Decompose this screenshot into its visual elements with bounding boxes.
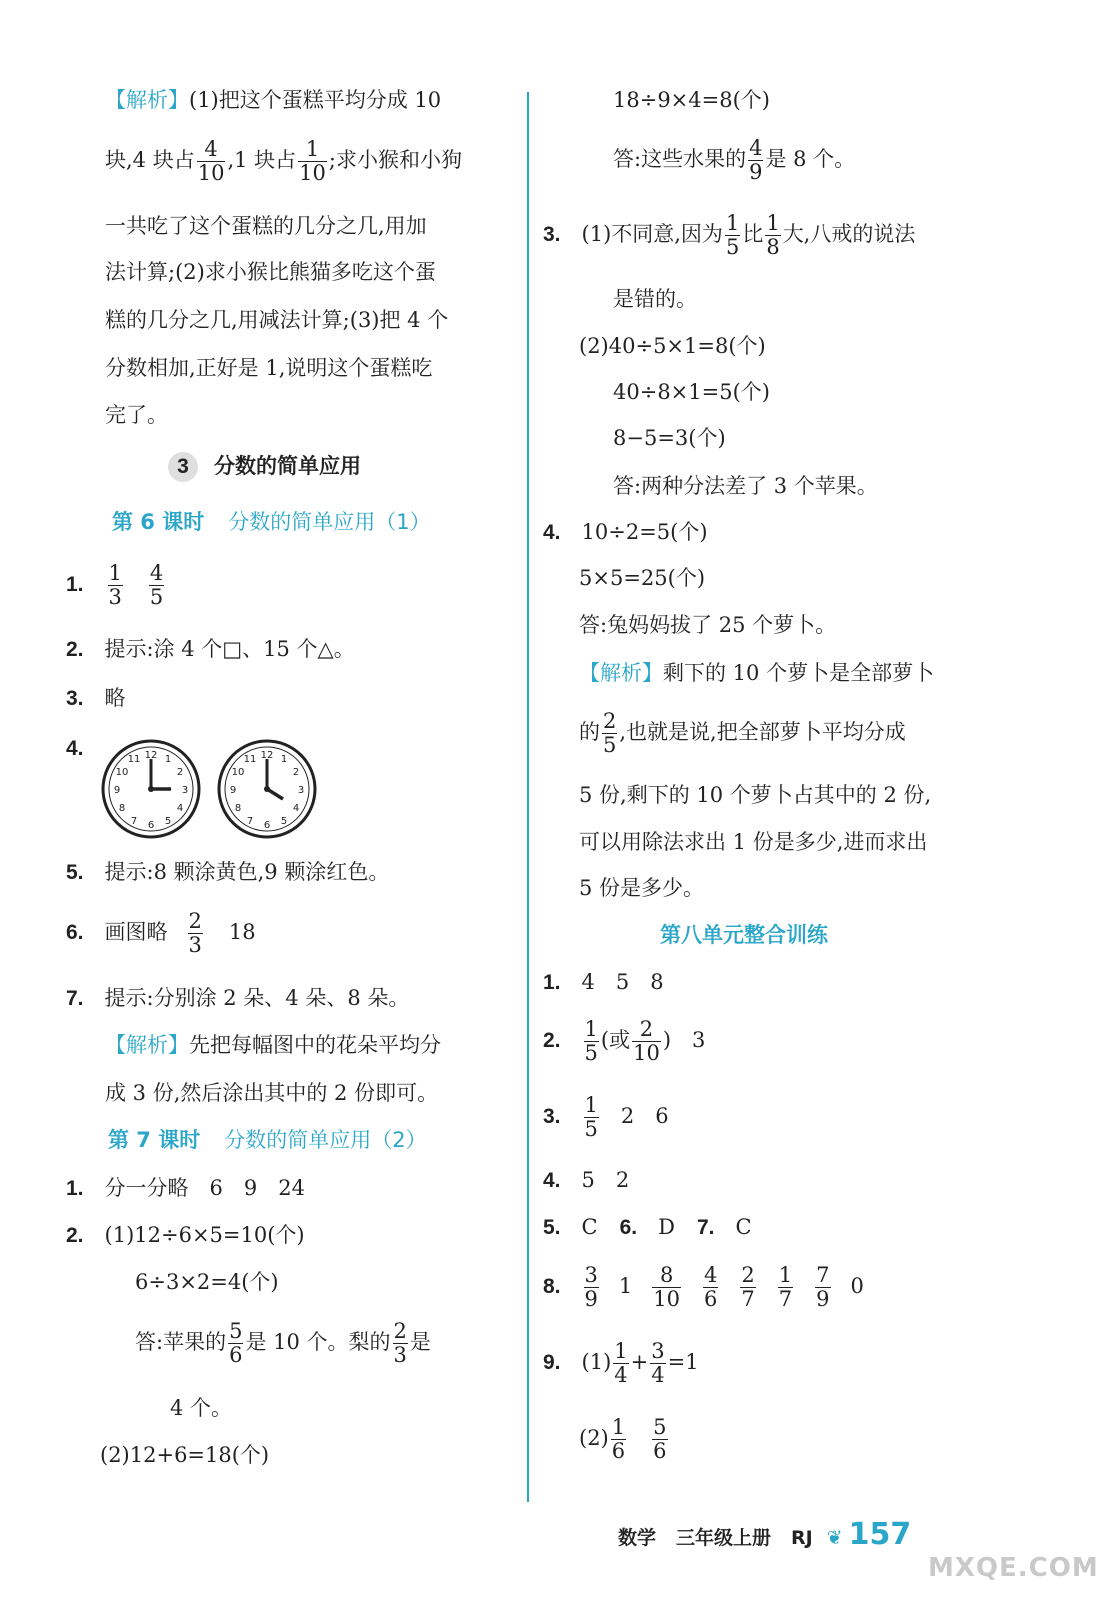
analysis-1-line-4: 法计算;(2)求小猴比熊猫多吃这个蛋	[105, 260, 436, 284]
q4-row	[66, 738, 84, 759]
right-q3-line-5: 8−5=3(个)	[613, 426, 726, 450]
numerator: 4	[149, 561, 164, 585]
numerator: 1	[584, 1093, 598, 1117]
answer-text: 分一分略 6 9 24	[104, 1176, 305, 1200]
right-q4-line-1	[543, 522, 708, 543]
fraction	[228, 1320, 243, 1367]
svg-text:5: 5	[164, 816, 172, 827]
clock-icon	[219, 741, 315, 837]
question-number: 4.	[543, 1169, 561, 1192]
answer-text: 1	[618, 1274, 633, 1299]
fraction	[613, 1340, 628, 1387]
numerator: 2	[603, 709, 617, 733]
svg-text:11: 11	[127, 754, 141, 765]
denominator: 6	[653, 1439, 667, 1464]
answer-text: 提示:涂 4 个□、15 个△。	[104, 637, 355, 661]
question-number: 6.	[619, 1216, 638, 1239]
numerator: 3	[584, 1263, 598, 1287]
q2-row	[66, 639, 355, 660]
fraction	[778, 1264, 793, 1311]
svg-text:7: 7	[130, 816, 138, 827]
denominator: 4	[614, 1363, 628, 1388]
denominator: 5	[149, 585, 164, 610]
text: ,1 块占	[227, 148, 297, 173]
fraction	[652, 1264, 681, 1311]
answer-text: 4 5 8	[581, 970, 664, 994]
denominator: 7	[778, 1287, 793, 1312]
fraction	[815, 1264, 830, 1311]
u9-row-1	[543, 1340, 699, 1387]
numerator: 2	[188, 909, 202, 933]
denominator: 8	[766, 235, 780, 260]
svg-text:6: 6	[263, 820, 271, 831]
denominator: 7	[741, 1287, 755, 1312]
footer-grade: 三年级上册	[676, 1527, 772, 1549]
lesson-title: 分数的简单应用（1）	[228, 510, 431, 534]
text: 是 10 个。梨的	[245, 1330, 391, 1355]
svg-text:8: 8	[118, 803, 126, 814]
right-q4-analysis-2	[579, 710, 906, 757]
u3-row	[543, 1094, 669, 1141]
answer-text: 画图略	[104, 920, 168, 945]
clock-icon	[103, 741, 199, 837]
analysis-tag: 【解析】	[579, 661, 663, 685]
r2-line-2: 6÷3×2=4(个)	[135, 1270, 279, 1294]
carry-line-1: 18÷9×4=8(个)	[613, 88, 770, 112]
r2-row	[66, 1225, 305, 1246]
svg-text:3: 3	[297, 785, 305, 796]
denominator: 9	[749, 160, 763, 185]
lesson-label: 第 6 课时	[112, 510, 205, 534]
question-number: 4.	[543, 521, 561, 544]
u4-row	[543, 1170, 629, 1191]
r2-line-5: (2)12+6=18(个)	[100, 1443, 270, 1467]
numerator: 1	[614, 1339, 628, 1363]
question-number: 5.	[543, 1216, 561, 1239]
right-q4-line-2: 5×5=25(个)	[579, 566, 706, 590]
denominator: 9	[584, 1287, 598, 1312]
text: 10÷2=5(个)	[581, 520, 708, 544]
denominator: 10	[633, 1041, 660, 1066]
fraction	[725, 212, 740, 259]
fraction	[652, 1416, 667, 1463]
carry-line-2	[613, 137, 855, 184]
numerator: 1	[766, 211, 780, 235]
footer-subject: 数学	[618, 1527, 657, 1549]
clock-pair	[100, 738, 322, 840]
svg-text:4: 4	[176, 803, 184, 814]
numerator: 1	[298, 138, 327, 162]
svg-text:9: 9	[229, 785, 237, 796]
fraction	[584, 1264, 599, 1311]
question-number: 5.	[66, 861, 84, 884]
answer-text: 18	[228, 920, 256, 945]
r2-line-3	[135, 1320, 431, 1367]
question-number: 1.	[66, 573, 84, 597]
text: 先把每幅图中的花朵平均分	[189, 1033, 441, 1057]
svg-text:10: 10	[115, 767, 129, 778]
lesson-6-heading	[112, 512, 431, 533]
u1-row	[543, 972, 664, 993]
text: 是 8 个。	[765, 147, 856, 172]
section-title: 分数的简单应用	[214, 454, 361, 478]
fraction	[611, 1416, 626, 1463]
answer-text: (1)12÷6×5=10(个)	[104, 1223, 305, 1247]
question-number: 3.	[66, 687, 84, 710]
text: +	[630, 1350, 649, 1375]
fraction	[748, 137, 763, 184]
svg-text:1: 1	[280, 754, 288, 765]
analysis-2-line-1	[105, 1035, 441, 1056]
lesson-title: 分数的简单应用（2）	[224, 1128, 427, 1152]
right-q3-line-4: 40÷8×1=5(个)	[613, 380, 770, 404]
question-number: 8.	[543, 1275, 561, 1299]
denominator: 6	[229, 1343, 243, 1368]
page-number: 157	[848, 1517, 912, 1552]
question-number: 9.	[543, 1351, 561, 1375]
denominator: 5	[725, 235, 740, 260]
fraction	[197, 138, 226, 185]
answer-text: 提示:分别涂 2 朵、4 朵、8 朵。	[104, 986, 410, 1010]
text: 的	[579, 720, 600, 745]
answer-text: 略	[104, 686, 126, 710]
text: 答:这些水果的	[613, 147, 747, 172]
svg-text:2: 2	[176, 767, 184, 778]
numerator: 1	[611, 1415, 626, 1439]
q7-row	[66, 988, 409, 1009]
u9-row-2	[579, 1416, 670, 1463]
fraction	[650, 1340, 665, 1387]
text: 2 6	[620, 1104, 669, 1129]
text: (1)不同意,因为	[581, 222, 723, 247]
numerator: 5	[229, 1319, 243, 1343]
right-q4-line-3: 答:兔妈妈拔了 25 个萝卜。	[579, 613, 837, 637]
question-number: 1.	[66, 1177, 84, 1200]
denominator: 9	[816, 1287, 830, 1312]
svg-text:8: 8	[234, 803, 242, 814]
fraction	[602, 710, 617, 757]
text: 比	[742, 222, 764, 247]
denominator: 5	[584, 1041, 598, 1066]
text: 是	[409, 1330, 431, 1355]
text: ,也就是说,把全部萝卜平均分成	[619, 720, 906, 745]
numerator: 4	[197, 138, 226, 162]
numerator: 8	[652, 1264, 681, 1288]
numerator: 4	[704, 1263, 718, 1287]
q1-row	[66, 562, 166, 609]
numerator: 7	[816, 1263, 830, 1287]
right-q3-line-1	[543, 212, 915, 259]
question-number: 6.	[66, 921, 84, 945]
svg-text:4: 4	[292, 803, 300, 814]
denominator: 10	[197, 161, 225, 186]
svg-text:7: 7	[246, 816, 254, 827]
answer-text: 0	[850, 1274, 864, 1299]
fraction	[703, 1264, 718, 1311]
answer-text: C	[581, 1215, 598, 1239]
analysis-1-line-7: 完了。	[105, 403, 168, 427]
question-number: 3.	[543, 1105, 561, 1129]
denominator: 6	[704, 1287, 718, 1312]
column-divider	[527, 92, 529, 1502]
question-number: 2.	[66, 1224, 84, 1247]
fraction	[584, 1018, 599, 1065]
lesson-label: 第 7 课时	[108, 1128, 201, 1152]
denominator: 4	[651, 1363, 665, 1388]
question-number: 7.	[696, 1216, 715, 1239]
question-number: 2.	[66, 638, 84, 661]
lesson-7-heading	[108, 1130, 427, 1151]
analysis-1-line-1	[105, 90, 441, 111]
fraction	[393, 1320, 408, 1367]
numerator: 1	[778, 1263, 793, 1287]
analysis-1-line-5: 糕的几分之几,用减法计算;(3)把 4 个	[105, 308, 449, 332]
svg-text:9: 9	[113, 785, 121, 796]
text: ) 3	[662, 1028, 706, 1053]
footer-edition: RJ	[791, 1527, 813, 1549]
r2-line-4: 4 个。	[170, 1396, 233, 1420]
numerator: 2	[741, 1263, 755, 1287]
right-q4-analysis-3: 5 份,剩下的 10 个萝卜占其中的 2 份,	[579, 783, 932, 807]
right-q3-line-6: 答:两种分法差了 3 个苹果。	[613, 474, 878, 498]
denominator: 10	[299, 161, 326, 186]
text: =1	[667, 1350, 699, 1375]
text: ;求小猴和小狗	[328, 148, 462, 173]
text: (或	[600, 1028, 631, 1053]
question-number: 1.	[543, 971, 561, 994]
footer	[618, 1517, 912, 1552]
section-number: 3	[168, 452, 198, 482]
u5-7-row	[543, 1217, 752, 1238]
right-q4-analysis-4: 可以用除法求出 1 份是多少,进而求出	[579, 830, 928, 854]
answer-text: 提示:8 颗涂黄色,9 颗涂红色。	[104, 860, 390, 884]
answer-text: C	[735, 1215, 752, 1239]
numerator: 1	[584, 1017, 598, 1041]
denominator: 3	[188, 933, 202, 958]
section-heading	[168, 452, 361, 482]
text: 剩下的 10 个萝卜是全部萝卜	[663, 661, 935, 685]
fraction	[584, 1094, 599, 1141]
q6-row	[66, 910, 256, 957]
analysis-2-line-2: 成 3 份,然后涂出其中的 2 份即可。	[105, 1081, 439, 1105]
numerator: 2	[393, 1319, 407, 1343]
svg-text:10: 10	[231, 767, 245, 778]
question-number: 7.	[66, 987, 84, 1010]
u8-row	[543, 1264, 864, 1311]
fraction	[149, 562, 164, 609]
r1-row	[66, 1178, 305, 1199]
text: 大,八戒的说法	[782, 222, 916, 247]
question-number: 2.	[543, 1029, 561, 1053]
fraction	[298, 138, 327, 185]
numerator: 1	[108, 561, 122, 585]
svg-text:5: 5	[280, 816, 288, 827]
svg-text:2: 2	[292, 767, 300, 778]
denominator: 10	[653, 1287, 680, 1312]
svg-text:1: 1	[164, 754, 172, 765]
denominator: 3	[393, 1343, 407, 1368]
text: 答:苹果的	[135, 1330, 227, 1355]
text: (2)	[579, 1426, 609, 1451]
analysis-tag: 【解析】	[105, 88, 189, 112]
answer-text: 5 2	[581, 1168, 630, 1192]
leaf-icon: ❦	[826, 1527, 843, 1549]
svg-text:6: 6	[147, 820, 155, 831]
right-q4-analysis-5: 5 份是多少。	[579, 876, 705, 900]
q3-row	[66, 688, 126, 709]
numerator: 3	[651, 1339, 665, 1363]
fraction	[632, 1018, 661, 1065]
svg-text:12: 12	[260, 750, 274, 761]
analysis-tag: 【解析】	[105, 1033, 189, 1057]
text: (1)把这个蛋糕平均分成 10	[189, 88, 442, 112]
watermark: MXQE.COM	[928, 1553, 1099, 1583]
numerator: 2	[632, 1018, 661, 1042]
right-q3-line-2: 是错的。	[613, 287, 697, 311]
svg-text:3: 3	[181, 785, 189, 796]
denominator: 6	[611, 1439, 626, 1464]
svg-text:12: 12	[144, 750, 158, 761]
numerator: 4	[749, 136, 763, 160]
denominator: 3	[108, 585, 122, 610]
svg-text:11: 11	[243, 754, 257, 765]
denominator: 5	[603, 733, 617, 758]
fraction	[740, 1264, 755, 1311]
numerator: 1	[725, 211, 740, 235]
question-number: 3.	[543, 223, 561, 247]
analysis-1-line-3: 一共吃了这个蛋糕的几分之几,用加	[105, 214, 427, 238]
answer-text: D	[658, 1215, 675, 1239]
analysis-1-line-2	[105, 138, 462, 185]
u2-row	[543, 1018, 705, 1065]
unit-heading: 第八单元整合训练	[660, 923, 828, 947]
text: 块,4 块占	[105, 148, 195, 173]
numerator: 5	[653, 1415, 667, 1439]
analysis-1-line-6: 分数相加,正好是 1,说明这个蛋糕吃	[105, 356, 433, 380]
denominator: 5	[584, 1117, 598, 1142]
text: (1)	[581, 1350, 612, 1375]
fraction	[188, 910, 203, 957]
q5-row	[66, 862, 389, 883]
question-number: 4.	[66, 737, 84, 760]
right-q3-line-3: (2)40÷5×1=8(个)	[579, 334, 766, 358]
right-q4-analysis-1	[579, 663, 934, 684]
fraction	[765, 212, 780, 259]
fraction	[108, 562, 123, 609]
